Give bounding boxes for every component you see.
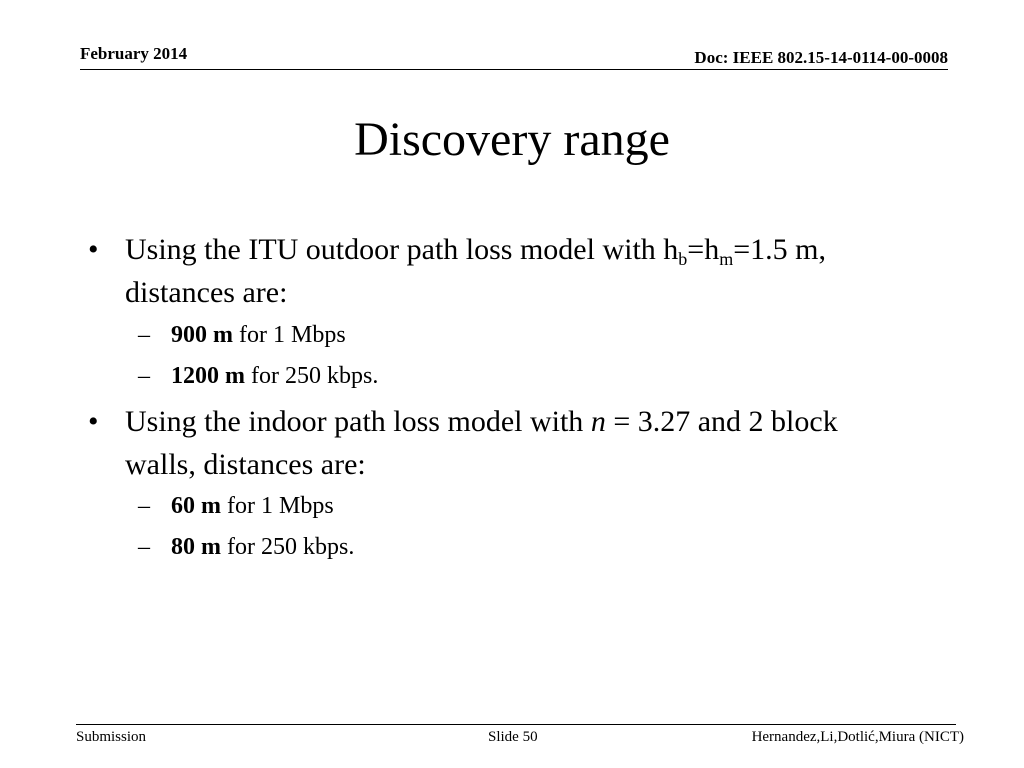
rate-text: for 250 kbps. — [245, 363, 379, 389]
sub-bullet-text — [171, 319, 346, 351]
distance-value: 60 m — [171, 493, 221, 519]
subscript-b: b — [678, 249, 688, 269]
bullet-text-part: Using the ITU outdoor path loss model with h — [125, 233, 679, 266]
variable-n: n — [590, 405, 606, 438]
sub-bullet-text — [171, 531, 354, 563]
sub-bullet-marker: – — [138, 322, 150, 348]
header-divider — [80, 69, 948, 70]
bullet-line-2: distances are: — [125, 276, 288, 309]
slide-title: Discovery range — [354, 113, 670, 166]
sub-bullet-marker: – — [138, 534, 150, 560]
bullet-text-part: =h — [687, 233, 720, 266]
distance-value: 1200 m — [171, 363, 245, 389]
distance-value: 80 m — [171, 534, 221, 560]
bullet-marker: • — [88, 233, 99, 266]
bullet-text — [125, 400, 955, 486]
footer-slide-number: Slide 50 — [488, 729, 538, 745]
header-date: February 2014 — [80, 44, 188, 63]
rate-text: for 250 kbps. — [221, 534, 355, 560]
header-doc-id: Doc: IEEE 802.15-14-0114-00-0008 — [694, 48, 948, 67]
footer-divider — [76, 724, 956, 725]
rate-text: for 1 Mbps — [221, 493, 334, 519]
sub-bullet-text — [171, 490, 334, 522]
bullet-text — [125, 228, 955, 314]
footer-authors: Hernandez,Li,Dotlić,Miura (NICT) — [751, 729, 964, 745]
bullet-marker: • — [88, 405, 99, 438]
footer-submission: Submission — [76, 729, 147, 745]
sub-bullet-text — [171, 360, 378, 392]
distance-value: 900 m — [171, 322, 233, 348]
sub-bullet-marker: – — [138, 363, 150, 389]
sub-bullet-marker: – — [138, 493, 150, 519]
bullet-line-1 — [125, 400, 955, 443]
bullet-text-part: =1.5 m, — [733, 233, 826, 266]
bullet-line-2: walls, distances are: — [125, 448, 366, 481]
subscript-m: m — [719, 249, 734, 269]
bullet-text-part: = 3.27 and 2 block — [605, 405, 838, 438]
bullet-text-part: Using the indoor path loss model with — [125, 405, 591, 438]
bullet-line-1 — [125, 228, 955, 271]
rate-text: for 1 Mbps — [233, 322, 346, 348]
